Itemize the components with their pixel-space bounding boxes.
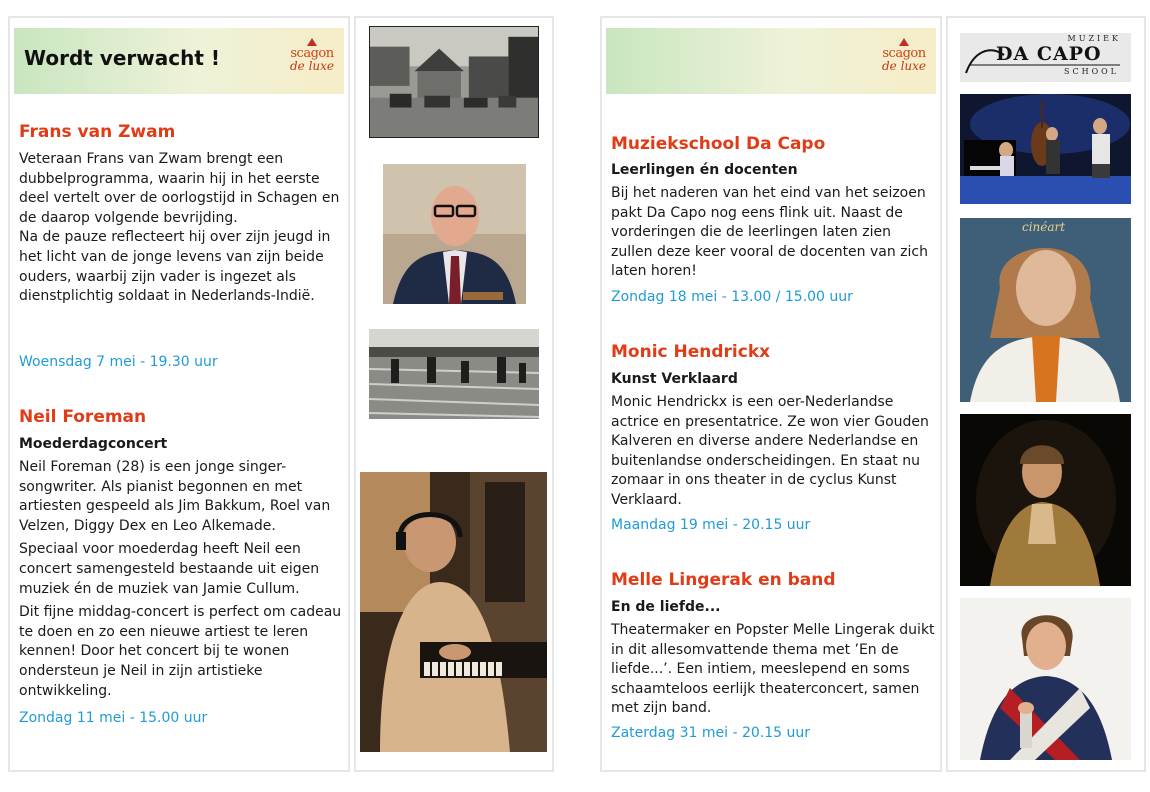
dacapo-logo-top: MUZIEK xyxy=(1067,34,1121,43)
act-date-monic: Maandag 19 mei - 20.15 uur xyxy=(611,517,811,533)
crown-icon xyxy=(307,38,317,46)
act-body-neil xyxy=(19,458,344,701)
paragraph: Monic Hendrickx is een oer-Nederlandse actrice en presentatrice. Ze won vier Gouden Kalveren en diverse andere Nederlandse en buitenlandse onderscheidingen. En staat nu zomaar in ons theater in de cyclus Kunst Verklaard. xyxy=(611,394,929,508)
act-subtitle-melle: En de liefde... xyxy=(611,599,721,615)
scagon-logo xyxy=(284,38,340,84)
photo-frans-van-zwam xyxy=(383,164,526,304)
act-title-dacapo: Muziekschool Da Capo xyxy=(611,134,826,154)
paragraph: Speciaal voor moederdag heeft Neil een concert samengesteld bestaande uit eigen muziek én de muziek van Jamie Cullum. xyxy=(19,541,320,597)
act-subtitle-monic: Kunst Verklaard xyxy=(611,371,738,387)
logo-line1: scagon xyxy=(882,46,926,61)
act-date-neil: Zondag 11 mei - 15.00 uur xyxy=(19,710,208,726)
logo-line2: de luxe xyxy=(881,59,927,73)
logo-line2: de luxe xyxy=(289,59,335,73)
act-body-frans xyxy=(19,150,344,307)
paragraph: Veteraan Frans van Zwam brengt een dubbelprogramma, waarin hij in het eerste deel vertelt over de oorlogstijd in Schagen en de daarop volgende bevrijding. xyxy=(19,151,340,226)
logo-line1: scagon xyxy=(290,46,334,61)
paragraph: Theatermaker en Popster Melle Lingerak duikt in dit allesomvattende thema met ’En de liefde...’. Een intiem, meeslepend en soms schaamteloos eerlijk theaterconcert, samen met zijn band. xyxy=(611,622,935,717)
dacapo-logo-bottom: SCHOOL xyxy=(1063,67,1119,76)
act-title-neil: Neil Foreman xyxy=(19,407,147,427)
act-date-frans: Woensdag 7 mei - 19.30 uur xyxy=(19,354,218,370)
photo-melle-lingerak xyxy=(960,598,1131,760)
photo-monic-portrait xyxy=(960,414,1131,586)
act-body-monic xyxy=(611,393,936,511)
act-body-melle xyxy=(611,621,936,719)
act-body-dacapo xyxy=(611,184,936,282)
page-title: Wordt verwacht ! xyxy=(24,46,220,70)
photo-neil-foreman xyxy=(360,472,547,752)
photo-war-street xyxy=(369,26,539,138)
paragraph: Dit fijne middag-concert is perfect om cadeau te doen en zo een nieuwe artiest te leren kennen! Door het concert bij te wonen ondersteun je Neil in zijn artistieke ontwikkeling. xyxy=(19,604,342,699)
paragraph: Na de pauze reflecteert hij over zijn jeugd in het licht van de jonge levens van zijn beide ouders, waarbij zijn vader is ingezet als dienstplichtig soldaat in Nederlands-Indië. xyxy=(19,229,331,305)
photo-rice-field-soldiers xyxy=(369,329,539,419)
paragraph: Bij het naderen van het eind van het seizoen pakt Da Capo nog eens flink uit. Naast de vorderingen die de leerlingen laten zien zullen deze keer vooral de docenten van zich laten horen! xyxy=(611,185,928,280)
act-title-melle: Melle Lingerak en band xyxy=(611,570,836,590)
dacapo-logo xyxy=(960,33,1131,82)
crown-icon xyxy=(899,38,909,46)
cineart-logo: cinéart xyxy=(1022,220,1066,234)
dacapo-logo-main: DA CAPO xyxy=(996,43,1102,65)
paragraph: Neil Foreman (28) is een jonge singer-songwriter. Als pianist begonnen en met artiesten gespeeld als Jim Bakkum, Roel van Velzen, Diggy Dex en Leo Alkemade. xyxy=(19,459,331,534)
act-subtitle-dacapo: Leerlingen én docenten xyxy=(611,162,798,178)
act-title-monic: Monic Hendrickx xyxy=(611,342,771,362)
act-date-melle: Zaterdag 31 mei - 20.15 uur xyxy=(611,725,810,741)
photo-dacapo-concert xyxy=(960,94,1131,204)
scagon-logo-right xyxy=(876,38,932,84)
act-subtitle-neil: Moederdagconcert xyxy=(19,436,168,452)
act-title-frans: Frans van Zwam xyxy=(19,122,176,142)
act-date-dacapo: Zondag 18 mei - 13.00 / 15.00 uur xyxy=(611,289,853,305)
photo-monic-hendrickx xyxy=(960,218,1131,402)
